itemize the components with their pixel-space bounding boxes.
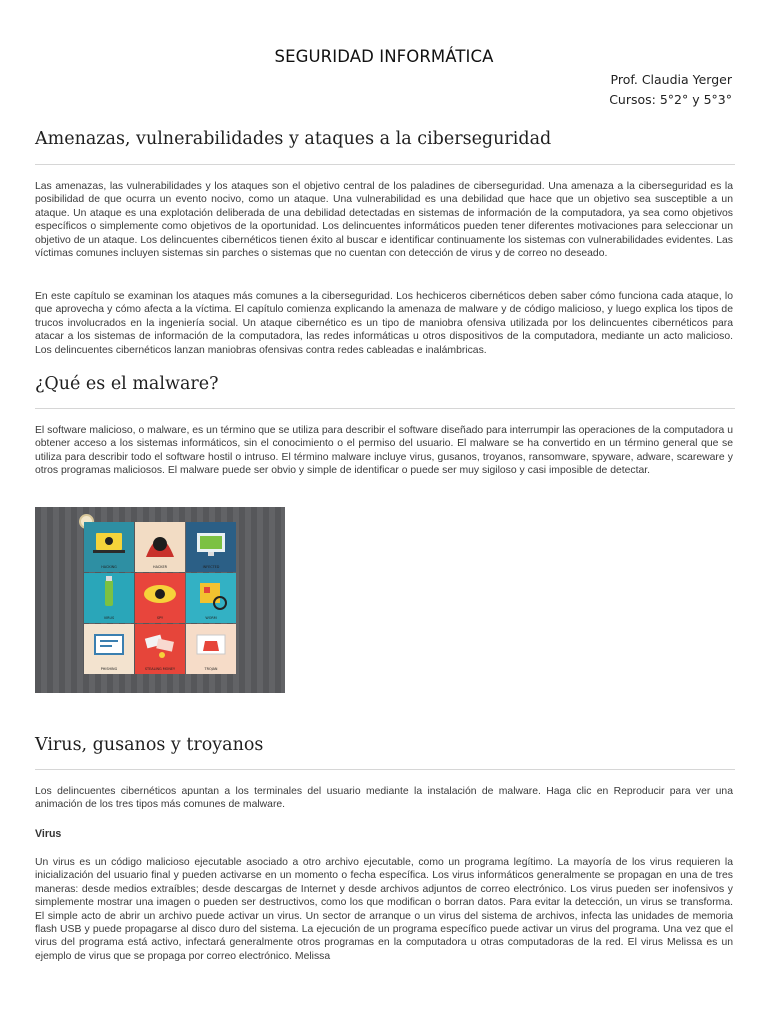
tile-label: VIRUS <box>103 616 115 620</box>
section-heading-malware: ¿Qué es el malware? <box>35 374 219 394</box>
paragraph-intro-malware-types: Los delincuentes cibernéticos apuntan a los terminales del usuario mediante la instalación de malware. Haga clic en Reproducir para ver una animación de los tres tipos más comunes de malware. <box>35 786 733 811</box>
worm-magnifier-icon <box>186 573 236 623</box>
section-divider <box>35 769 735 770</box>
hooded-hacker-icon <box>135 522 185 572</box>
section-divider <box>35 408 735 409</box>
document-title: SEGURIDAD INFORMÁTICA <box>274 47 494 66</box>
stealing-money-icon <box>135 624 185 674</box>
paragraph-threats-2: En este capítulo se examinan los ataques más comunes a la ciberseguridad. Los hechiceros cibernéticos deben saber cómo funciona cada ataque, lo que aprovecha y cómo afecta a la víctima. El capítulo comienza explicando la amenaza de malware y de código malicioso, y luego explica los tipos de trucos involucrados en la ingeniería social. Un ataque cibernético es un tipo de maniobra ofensiva utilizada por los delincuentes cibernéticos para atacar a los sistemas de información de la computadora, las redes informáticas u otros dispositivos de la computadora, mediante un acto malicioso. Los delincuentes cibernéticos lanzan maniobras ofensivas contra redes cableadas e inalámbricas. <box>35 291 733 356</box>
malware-icons-grid <box>35 507 285 693</box>
phishing-monitor-icon <box>84 624 134 674</box>
paragraph-virus: Un virus es un código malicioso ejecutable asociado a otro archivo ejecutable, como un programa legítimo. La mayoría de los virus requieren la inicialización del usuario final y pueden activarse en un momento o fecha específica. Los virus informáticos generalmente se propagan en una de tres maneras: desde medios extraíbles; desde descargas de Internet y desde archivos adjuntos de correo electrónico. Los virus pueden ser inofensivos y simplemente mostrar una imagen o pueden ser destructivos, como los que modifican o borran datos. Para evitar la detección, un virus se transforma. El simple acto de abrir un archivo puede activar un virus. Un sector de arranque o un virus del sistema de archivos, infecta las unidades de memoria flash USB y puede propagarse al disco duro del sistema. La ejecución de un programa específico puede activar un virus del programa. Una vez que el virus del programa está activo, infectará generalmente otros programas en la computadora u otras computadoras de la red. El virus Melissa es un ejemplo de virus que se propaga por correo electrónico. Melissa <box>35 857 733 962</box>
trojan-horse-icon <box>186 624 236 674</box>
tile-label: PHISHING <box>100 667 118 671</box>
tile-label: INFECTED <box>202 565 220 569</box>
teacher-name: Prof. Claudia Yerger <box>610 72 732 87</box>
tile-label: WORM <box>205 616 217 620</box>
paragraph-threats-1: Las amenazas, las vulnerabilidades y los ataques son el objetivo central de los paladines de ciberseguridad. Una amenaza a la ciberseguridad es la posibilidad de que ocurra un evento nocivo, como un ataque. Una vulnerabilidad es una debilidad que hace que un objetivo sea susceptible a un ataque. Un ataque es una explotación deliberada de una debilidad detectadas en sistemas de información de la computadora, ya sea como objetivos específicos o simplemente como objetivos de la oportunidad. Los delincuentes informáticos pueden tener diferentes motivaciones para seleccionar un objetivo de un ataque. Los delincuentes cibernéticos tienen éxito al buscar e identificar continuamente los sistemas con vulnerabilidades evidentes. Las víctimas comunes incluyen sistemas sin parches o sistemas que no cuentan con detección de virus y de correo no deseado. <box>35 181 733 260</box>
usb-virus-icon <box>84 573 134 623</box>
spy-eye-icon <box>135 573 185 623</box>
tile-label: HACKER <box>153 565 167 569</box>
tile-label: HACKING <box>101 565 117 569</box>
malware-types-illustration <box>35 507 285 693</box>
tile-label: STEALING MONEY <box>144 667 176 671</box>
subheading-virus: Virus <box>35 828 62 840</box>
tile-label: TROJAN <box>204 667 218 671</box>
section-heading-virus-worms-trojans: Virus, gusanos y troyanos <box>35 735 264 755</box>
laptop-skull-icon <box>84 522 134 572</box>
section-divider <box>35 164 735 165</box>
section-heading-threats: Amenazas, vulnerabilidades y ataques a la ciberseguridad <box>35 129 552 149</box>
paragraph-malware: El software malicioso, o malware, es un término que se utiliza para describir el software diseñado para interrumpir las operaciones de la computadora u obtener acceso a los sistemas informáticos, sin el conocimiento o el permiso del usuario. El malware se ha convertido en un término general que se utiliza para describir todo el software hostil o intruso. El término malware incluye virus, gusanos, troyanos, ransomware, spyware, adware, scareware y otros programas maliciosos. El malware puede ser obvio y simple de identificar o puede ser muy sigiloso y casi imposible de detectar. <box>35 425 733 477</box>
infected-monitor-icon <box>186 522 236 572</box>
tile-label: SPY <box>156 616 164 620</box>
courses-line: Cursos: 5°2° y 5°3° <box>609 92 732 107</box>
